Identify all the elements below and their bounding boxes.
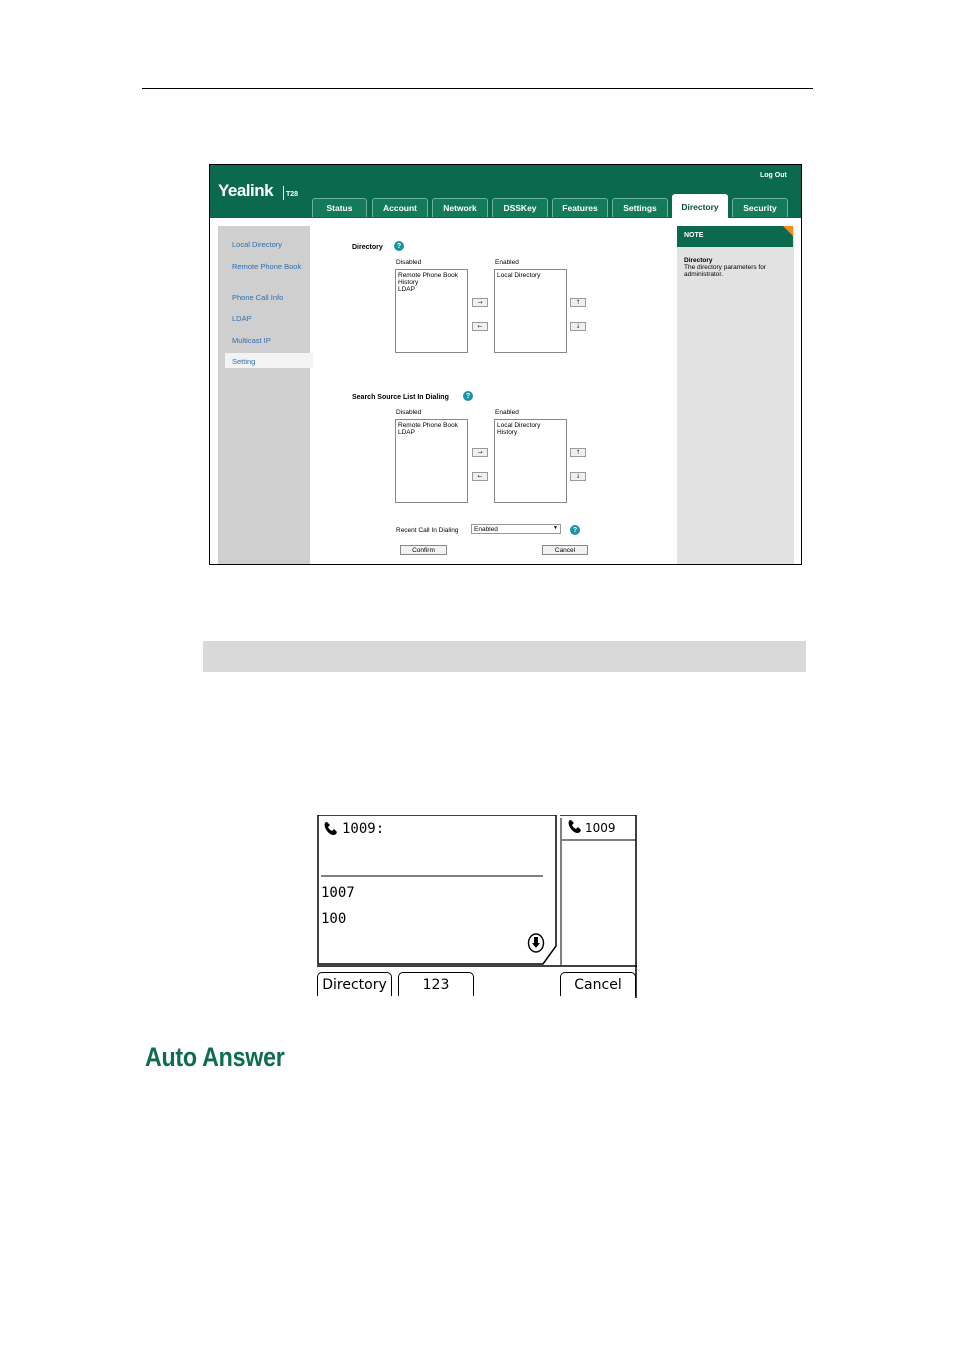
note-bar xyxy=(203,641,806,672)
section-heading: Auto Answer xyxy=(145,1042,285,1072)
lcd-frame xyxy=(317,815,637,998)
disabled-label: Disabled xyxy=(396,409,422,416)
recent-call-label: Recent Call In Dialing xyxy=(396,527,459,534)
sidebar-item-ldap[interactable]: LDAP xyxy=(232,314,252,323)
lcd-line-label: 1009 xyxy=(585,821,616,835)
sidebar-item-multicast-ip[interactable]: Multicast IP xyxy=(232,336,271,345)
list-item[interactable]: LDAP xyxy=(398,429,415,436)
tab-account[interactable]: Account xyxy=(372,198,428,217)
note-heading: Directory xyxy=(684,257,713,264)
move-right-button[interactable]: → xyxy=(472,448,488,457)
confirm-button[interactable]: Confirm xyxy=(400,545,447,555)
top-rule xyxy=(142,88,813,89)
list-item[interactable]: Remote Phone Book xyxy=(398,272,458,279)
move-up-button[interactable]: ↑ xyxy=(570,298,586,307)
sidebar-item-phone-call-info[interactable]: Phone Call Info xyxy=(232,293,284,302)
help-icon[interactable]: ? xyxy=(570,525,580,535)
softkey-123[interactable]: 123 xyxy=(398,972,474,996)
list-item[interactable]: Remote Phone Book xyxy=(398,422,458,429)
softkey-cancel[interactable]: Cancel xyxy=(560,972,636,996)
recent-call-select[interactable] xyxy=(471,524,561,534)
tab-settings[interactable]: Settings xyxy=(612,198,668,217)
list-item[interactable]: LDAP xyxy=(398,286,415,293)
sidebar-item-setting[interactable]: Setting xyxy=(232,357,256,366)
list-item[interactable]: Local Directory xyxy=(497,272,541,279)
phone-lcd-screenshot xyxy=(317,815,637,998)
list-item[interactable]: 100 xyxy=(321,911,347,927)
note-corner xyxy=(783,226,793,236)
directory-enabled-list[interactable] xyxy=(494,269,567,353)
recent-call-value: Enabled xyxy=(474,526,498,533)
search-disabled-list[interactable] xyxy=(395,419,468,503)
move-left-button[interactable]: ← xyxy=(472,322,488,331)
list-item[interactable]: History xyxy=(398,279,419,286)
disabled-label: Disabled xyxy=(396,259,422,266)
softkey-directory[interactable]: Directory xyxy=(317,972,392,996)
move-down-button[interactable]: ↓ xyxy=(570,472,586,481)
brand-logo: Yealink xyxy=(218,181,274,200)
sidebar-item-remote-phone-book[interactable]: Remote Phone Book xyxy=(232,262,302,271)
cancel-button[interactable]: Cancel xyxy=(542,545,588,555)
logo-separator xyxy=(283,186,284,200)
lcd-header: 1009: xyxy=(342,821,385,837)
tab-network[interactable]: Network xyxy=(432,198,488,217)
sidebar-item-local-directory[interactable]: Local Directory xyxy=(232,240,283,249)
enabled-label: Enabled xyxy=(495,259,519,266)
web-ui-screenshot xyxy=(209,164,802,565)
tab-directory[interactable]: Directory xyxy=(672,194,728,218)
search-enabled-list[interactable] xyxy=(494,419,567,503)
tab-features[interactable]: Features xyxy=(552,198,608,217)
list-item[interactable]: History xyxy=(497,429,518,436)
help-icon[interactable]: ? xyxy=(463,391,473,401)
sidebar xyxy=(218,226,310,564)
model-label: T28 xyxy=(286,191,299,198)
move-up-button[interactable]: ↑ xyxy=(570,448,586,457)
search-source-label: Search Source List In Dialing xyxy=(352,394,449,401)
tab-status[interactable]: Status xyxy=(312,198,367,217)
tab-dsskey[interactable]: DSSKey xyxy=(492,198,548,217)
logout-link[interactable]: Log Out xyxy=(760,172,787,179)
list-item[interactable]: Local Directory xyxy=(497,422,541,429)
enabled-label: Enabled xyxy=(495,409,519,416)
list-item[interactable]: 1007 xyxy=(321,885,355,901)
note-text: The directory parameters for administrator. xyxy=(684,264,767,278)
dropdown-arrow-icon: ▼ xyxy=(553,525,558,531)
handset-icon xyxy=(323,821,339,837)
directory-label: Directory xyxy=(352,244,383,251)
tab-security[interactable]: Security xyxy=(732,198,788,217)
handset-icon xyxy=(567,819,583,835)
scroll-down-icon xyxy=(527,933,545,953)
move-right-button[interactable]: → xyxy=(472,298,488,307)
note-title: NOTE xyxy=(684,232,704,239)
move-down-button[interactable]: ↓ xyxy=(570,322,586,331)
directory-disabled-list[interactable] xyxy=(395,269,468,353)
move-left-button[interactable]: ← xyxy=(472,472,488,481)
help-icon[interactable]: ? xyxy=(394,241,404,251)
